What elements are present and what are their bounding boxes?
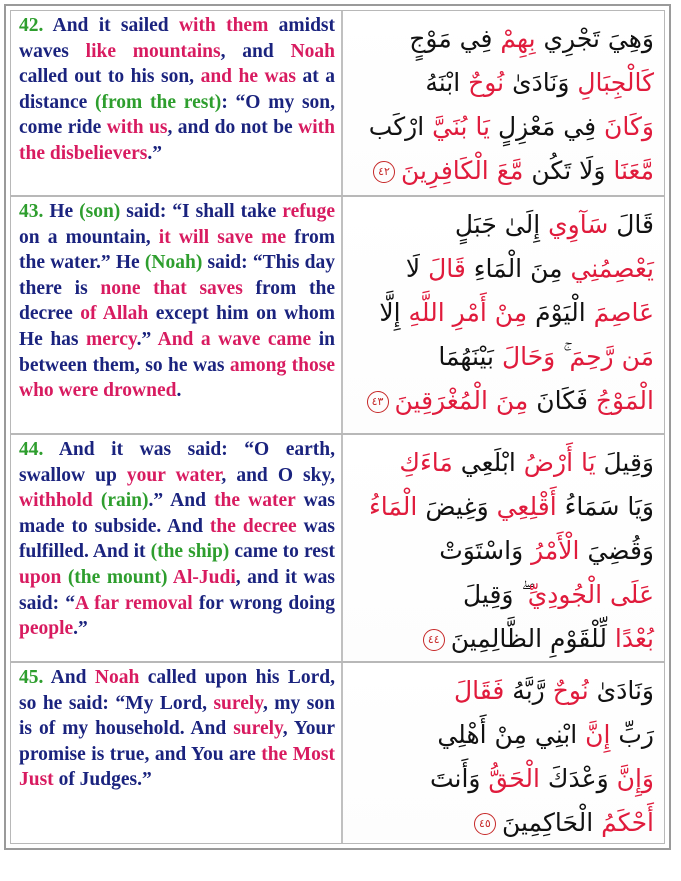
english-paragraph: [19, 199, 335, 404]
arabic-line: [353, 669, 654, 713]
translation-segment: people: [19, 618, 74, 640]
translation-segment: (the mount): [67, 566, 168, 588]
arabic-word: مَن رَّحِمَ: [569, 342, 654, 371]
arabic-word: أَقْلِعِي: [496, 492, 557, 521]
arabic-line: [353, 485, 654, 529]
translation-segment: said: “I shall take: [120, 201, 283, 222]
translation-segment: the Most Just: [19, 743, 335, 791]
translation-segment: .: [176, 380, 182, 402]
arabic-line: [353, 757, 654, 801]
translation-segment: on a mountain,: [19, 226, 159, 248]
translation-segment: , and: [220, 40, 291, 62]
arabic-word: وَأَنتَ: [429, 764, 489, 793]
arabic-word: الْحَقُّ: [488, 764, 540, 793]
arabic-word: إِنَّ: [585, 720, 611, 749]
translation-segment: And: [43, 667, 95, 688]
translation-segment: Al-Judi: [172, 566, 236, 588]
arabic-word: وَحَالَ: [501, 342, 556, 371]
translation-segment: , my son is of my household. And: [19, 692, 335, 740]
translation-segment: said: “This day there is: [19, 252, 335, 299]
translation-segment: from the decree: [19, 277, 335, 325]
verse-row-43: [10, 196, 665, 434]
english-paragraph: [19, 665, 335, 793]
translation-segment: called upon his Lord, so he said: “My Lord,: [19, 667, 335, 714]
verse-number: 43.: [19, 201, 44, 222]
arabic-text: [343, 197, 664, 433]
arabic-word: فِي مَوْجٍ: [409, 24, 501, 53]
arabic-word: قَالَ: [608, 210, 654, 239]
translation-segment: , and it was said: “: [19, 566, 335, 614]
translation-segment: refuge: [282, 201, 335, 222]
arabic-word: الْمَاءُ: [368, 492, 418, 521]
translation-segment: with us: [106, 117, 168, 139]
translation-segment: [93, 490, 101, 511]
arabic-word: نُوحٌ: [552, 676, 589, 705]
translation-segment: upon: [19, 566, 62, 588]
arabic-word: مِنَ الْمُغْرَقِينَ: [394, 386, 529, 415]
translation-segment: among those who were drowned: [19, 354, 335, 402]
arabic-word: بِهِمْ: [500, 24, 536, 53]
translation-segment: (the ship): [150, 541, 230, 563]
verse-number: 45.: [19, 667, 44, 688]
arabic-line: [353, 61, 654, 105]
arabic-word: أَحْكَمُ: [601, 808, 654, 837]
arabic-word: ۖ وَقِيلَ: [463, 580, 528, 609]
verse-end-marker-icon: ٤٥: [474, 813, 496, 835]
english-translation: [11, 663, 343, 843]
arabic-word: ابْنِي مِنْ أَهْلِي: [437, 720, 586, 749]
translation-segment: the water: [214, 490, 296, 512]
arabic-word: ۚ: [555, 342, 570, 371]
english-translation: [11, 11, 343, 195]
arabic-word: وَنَادَىٰ: [588, 676, 654, 705]
verse-number: 44.: [19, 439, 44, 460]
arabic-text: [343, 11, 664, 195]
translation-segment: Noah: [290, 40, 335, 62]
arabic-word: الْأَمْرُ: [531, 536, 580, 565]
translation-segment: (Noah): [144, 252, 203, 274]
arabic-line: [353, 713, 654, 757]
arabic-word: مَاءَكِ: [399, 448, 453, 477]
verse-row-42: [10, 10, 665, 196]
english-translation: [11, 197, 343, 433]
arabic-word: يَعْصِمُنِي: [570, 254, 654, 283]
arabic-line: [353, 203, 654, 247]
translation-segment: it will save me: [158, 226, 287, 248]
translation-segment: at a distance: [19, 66, 335, 113]
arabic-line: [353, 291, 654, 335]
translation-segment: , Your promise is true, and You are: [19, 718, 335, 765]
verse-row-45: [10, 662, 665, 844]
arabic-word: وَقِيلَ: [595, 448, 654, 477]
translation-segment: withhold: [19, 490, 93, 512]
translation-segment: the decree: [209, 515, 297, 537]
translation-segment: , and do not be: [167, 117, 299, 139]
arabic-word: فَقَالَ: [453, 676, 505, 705]
translation-segment: was made to subside. And: [19, 490, 336, 537]
arabic-text: [343, 663, 664, 843]
arabic-line: [353, 617, 654, 661]
translation-segment: from the water.” He: [19, 226, 335, 274]
arabic-word: يَا بُنَيَّ: [432, 112, 490, 141]
english-paragraph: [19, 13, 335, 167]
arabic-word: مِنْ أَمْرِ اللَّهِ: [408, 298, 528, 327]
translation-segment: like mountains: [85, 40, 221, 62]
translation-segment: for wrong doing: [192, 592, 335, 614]
arabic-line: [353, 247, 654, 291]
arabic-line: [353, 17, 654, 61]
arabic-word: ارْكَب: [368, 112, 433, 141]
verse-end-marker-icon: ٤٢: [373, 161, 395, 183]
arabic-word: كَالْجِبَالِ: [577, 68, 654, 97]
arabic-word: رَبِّ: [610, 720, 654, 749]
arabic-line: [353, 105, 654, 149]
arabic-word: بُعْدًا: [614, 624, 654, 653]
translation-segment: He: [43, 201, 80, 222]
translation-segment: mercy: [86, 328, 137, 350]
verse-row-44: [10, 434, 665, 662]
translation-segment: (son): [79, 201, 121, 222]
arabic-word: مِنَ الْمَاءِ: [465, 254, 571, 283]
translation-segment: surely: [213, 692, 263, 714]
arabic-word: رَّبَّهُ: [504, 676, 553, 705]
arabic-word: وَعْدَكَ: [539, 764, 617, 793]
arabic-word: لِّلْقَوْمِ الظَّالِمِينَ: [450, 624, 615, 653]
arabic-word: وَكَانَ: [604, 112, 654, 141]
arabic-word: فَكَانَ: [528, 386, 596, 415]
arabic-word: وَقُضِيَ: [579, 536, 654, 565]
translation-segment: was fulfilled. And it: [19, 515, 335, 563]
translation-segment: And a wave came: [157, 328, 312, 350]
arabic-word: قَالَ: [428, 254, 466, 283]
arabic-word: وَإِنَّ: [616, 764, 654, 793]
verse-end-marker-icon: ٤٣: [367, 391, 389, 413]
arabic-word: الْمَوْجُ: [595, 386, 654, 415]
translation-segment: .”: [73, 618, 88, 640]
arabic-word: عَلَى الْجُودِيِّ: [527, 580, 654, 609]
arabic-line: [353, 573, 654, 617]
verse-table: [4, 4, 671, 850]
translation-segment: (rain): [100, 490, 149, 512]
arabic-word: يَا أَرْضُ: [523, 448, 596, 477]
arabic-word: إِلَىٰ جَبَلٍ: [454, 210, 549, 239]
verse-end-marker-icon: ٤٤: [423, 629, 445, 651]
english-paragraph: [19, 437, 335, 642]
arabic-word: إِلَّا: [379, 298, 409, 327]
arabic-text: [343, 435, 664, 661]
translation-segment: except him on whom He has: [19, 303, 335, 350]
arabic-word: وَنَادَىٰ: [504, 68, 578, 97]
arabic-word: لَا: [405, 254, 429, 283]
arabic-word: وَاسْتَوَتْ: [439, 536, 532, 565]
arabic-word: وَلَا تَكُن: [523, 156, 614, 185]
translation-segment: : “O my son, come ride: [19, 91, 336, 139]
arabic-line: [353, 335, 654, 379]
arabic-word: الْحَاكِمِينَ: [501, 808, 602, 837]
translation-segment: and he was: [200, 66, 296, 88]
translation-segment: And it was said: “O earth, swallow up: [19, 439, 335, 486]
arabic-word: سَآوِي: [548, 210, 609, 239]
translation-segment: And it sailed: [43, 15, 179, 36]
arabic-word: فِي مَعْزِلٍ: [490, 112, 605, 141]
arabic-word: وَيَا سَمَاءُ: [556, 492, 654, 521]
arabic-word: ابْلَعِي: [452, 448, 524, 477]
translation-segment: came to rest: [229, 541, 335, 563]
translation-segment: called out to his son,: [19, 66, 201, 88]
arabic-word: الْيَوْمَ: [527, 298, 594, 327]
arabic-line: [353, 801, 654, 845]
arabic-word: وَغِيضَ: [417, 492, 497, 521]
arabic-word: مَّعَنَا: [613, 156, 654, 185]
translation-segment: none that saves: [100, 277, 243, 299]
arabic-line: [353, 529, 654, 573]
translation-segment: A far removal: [74, 592, 193, 614]
arabic-word: ابْنَهُ: [425, 68, 469, 97]
arabic-line: [353, 441, 654, 485]
translation-segment: of Allah: [80, 303, 149, 325]
english-translation: [11, 435, 343, 661]
arabic-word: مَّعَ الْكَافِرِينَ: [401, 156, 524, 185]
translation-segment: .”: [136, 328, 158, 350]
arabic-word: بَيْنَهُمَا: [438, 342, 502, 371]
translation-segment: (from the rest): [95, 91, 222, 113]
translation-segment: , and O sky,: [221, 464, 336, 486]
translation-segment: your water: [126, 464, 222, 486]
verse-number: 42.: [19, 15, 44, 36]
arabic-line: [353, 149, 654, 193]
translation-segment: of Judges.”: [53, 769, 152, 791]
translation-segment: in between them, so he was: [19, 328, 335, 376]
translation-segment: .” And: [148, 490, 215, 512]
translation-segment: .”: [147, 142, 162, 164]
translation-segment: surely: [233, 718, 283, 740]
translation-segment: with them: [178, 15, 269, 36]
translation-segment: amidst waves: [19, 15, 336, 62]
translation-segment: Noah: [94, 667, 140, 688]
arabic-word: نُوحٌ: [468, 68, 505, 97]
arabic-word: عَاصِمَ: [593, 298, 654, 327]
translation-segment: with the disbelievers: [19, 117, 335, 164]
arabic-word: وَهِيَ تَجْرِي: [535, 24, 654, 53]
arabic-line: [353, 379, 654, 423]
